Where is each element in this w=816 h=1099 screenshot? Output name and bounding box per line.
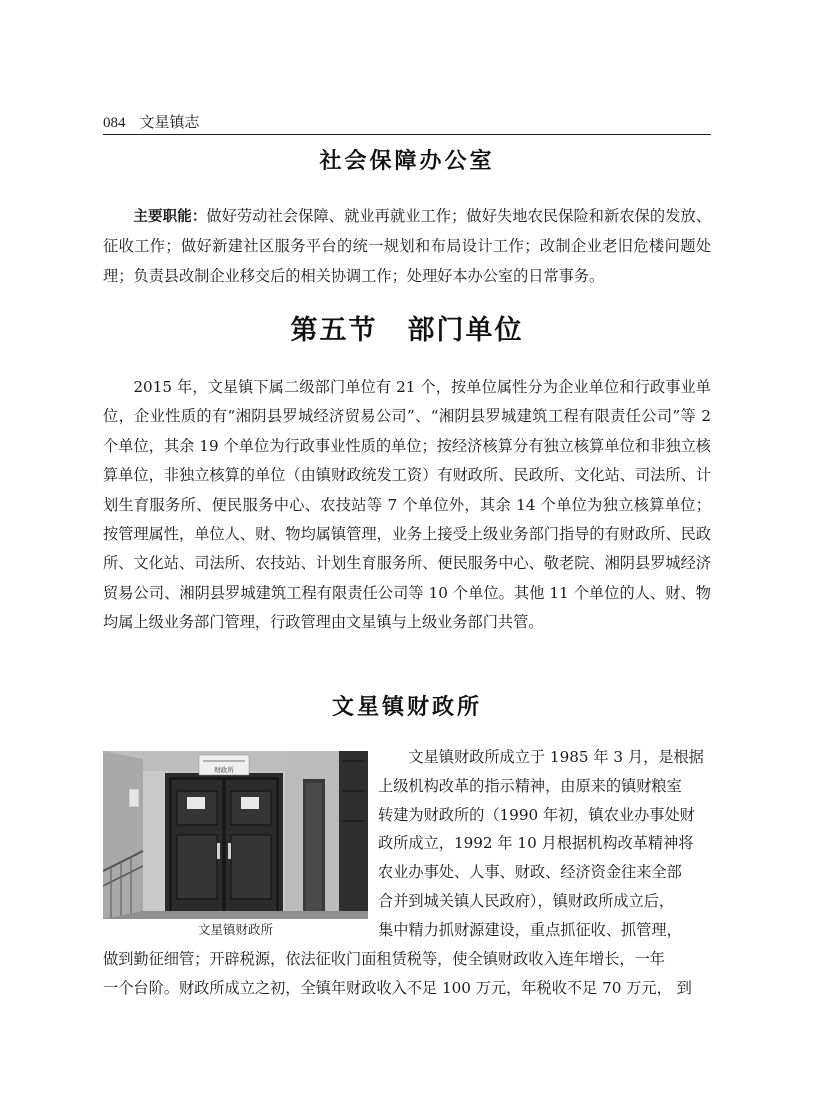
text-line: 农业办事处、人事、财政、经济资金往来全部: [378, 863, 682, 882]
text-line: 做到勤征细管；开辟税源，依法征收门面租赁税等，使全镇财政收入连年增长，一年: [103, 950, 665, 968]
section-heading-finance-office: 文星镇财政所: [331, 695, 482, 720]
text-line: 一个台阶。财政所成立之初，全镇年财政收入不足 100 万元，年税收不足 70 万元， 到: [103, 978, 692, 997]
finance-office-door-photo: [103, 751, 368, 919]
duties-body: 做好劳动社会保障、就业再就业工作；做好失地农民保险和新农保的发放、征收工作；做好新建社区服务平台的统一规划和布局设计工作；改制企业老旧危楼问题处理；负责县改制企业移交后的相关协调工作；处理好本办公室的日常事务。: [103, 207, 712, 285]
finance-office-text-beside-photo: [378, 743, 711, 945]
text-line: 上级机构改革的指示精神，由原来的镇财粮室: [378, 776, 682, 795]
door-sign-text: 财政所: [214, 766, 234, 774]
social-security-paragraph: [103, 202, 711, 291]
text-line: 集中精力抓财源建设，重点抓征收、抓管理，: [378, 920, 682, 939]
text-line: 文星镇财政所成立于 1985 年 3 月，是根据: [408, 748, 704, 766]
chapter-heading: [103, 313, 711, 349]
finance-office-text-full-width: [103, 945, 711, 1003]
text-line: 转建为财政所的（1990 年初，镇农业办事处财: [378, 805, 695, 824]
duties-lead: 主要职能：: [133, 209, 207, 225]
book-title: 文星镇志: [139, 113, 200, 131]
running-header: [103, 112, 711, 135]
photo-caption: 文星镇财政所: [197, 922, 273, 937]
section-heading-social-security: 社会保障办公室: [319, 149, 495, 174]
page-number: 084: [103, 115, 126, 131]
text-line: 合并到城关镇人民政府），镇财政所成立后，: [378, 891, 675, 910]
text-line: 政所成立，1992 年 10 月根据机构改革精神将: [378, 834, 694, 853]
chapter-heading-title: 部门单位: [407, 315, 524, 346]
chapter-heading-number: 第五节: [290, 315, 378, 346]
department-units-paragraph: 2015 年，文星镇下属二级部门单位有 21 个，按单位属性分为企业单位和行政事业单位，企业性质的有“湘阴县罗城经济贸易公司”、“湘阴县罗城建筑工程有限责任公司”等 2 个单位，其余 19 个单位为行政事业性质的单位；按经济核算分有独立核算单位和非独立核算单位，非独立核算的单位（由镇财政统发工资）有财政所、民政所、文化站、司法所、计划生育服务所、便民服务中心、农技站等 7 个单位外，其余 14 个单位为独立核算单位；按管理属性，单位人、财、物均属镇管理，业务上接受上级业务部门指导的有财政所、民政所、文化站、司法所、农技站、计划生育服务所、便民服务中心、敬老院、湘阴县罗城经济贸易公司、湘阴县罗城建筑工程有限责任公司等 10 个单位。其他 11 个单位的人、财、物均属上级业务部门管理，行政管理由文星镇与上级业务部门共管。: [103, 378, 711, 632]
